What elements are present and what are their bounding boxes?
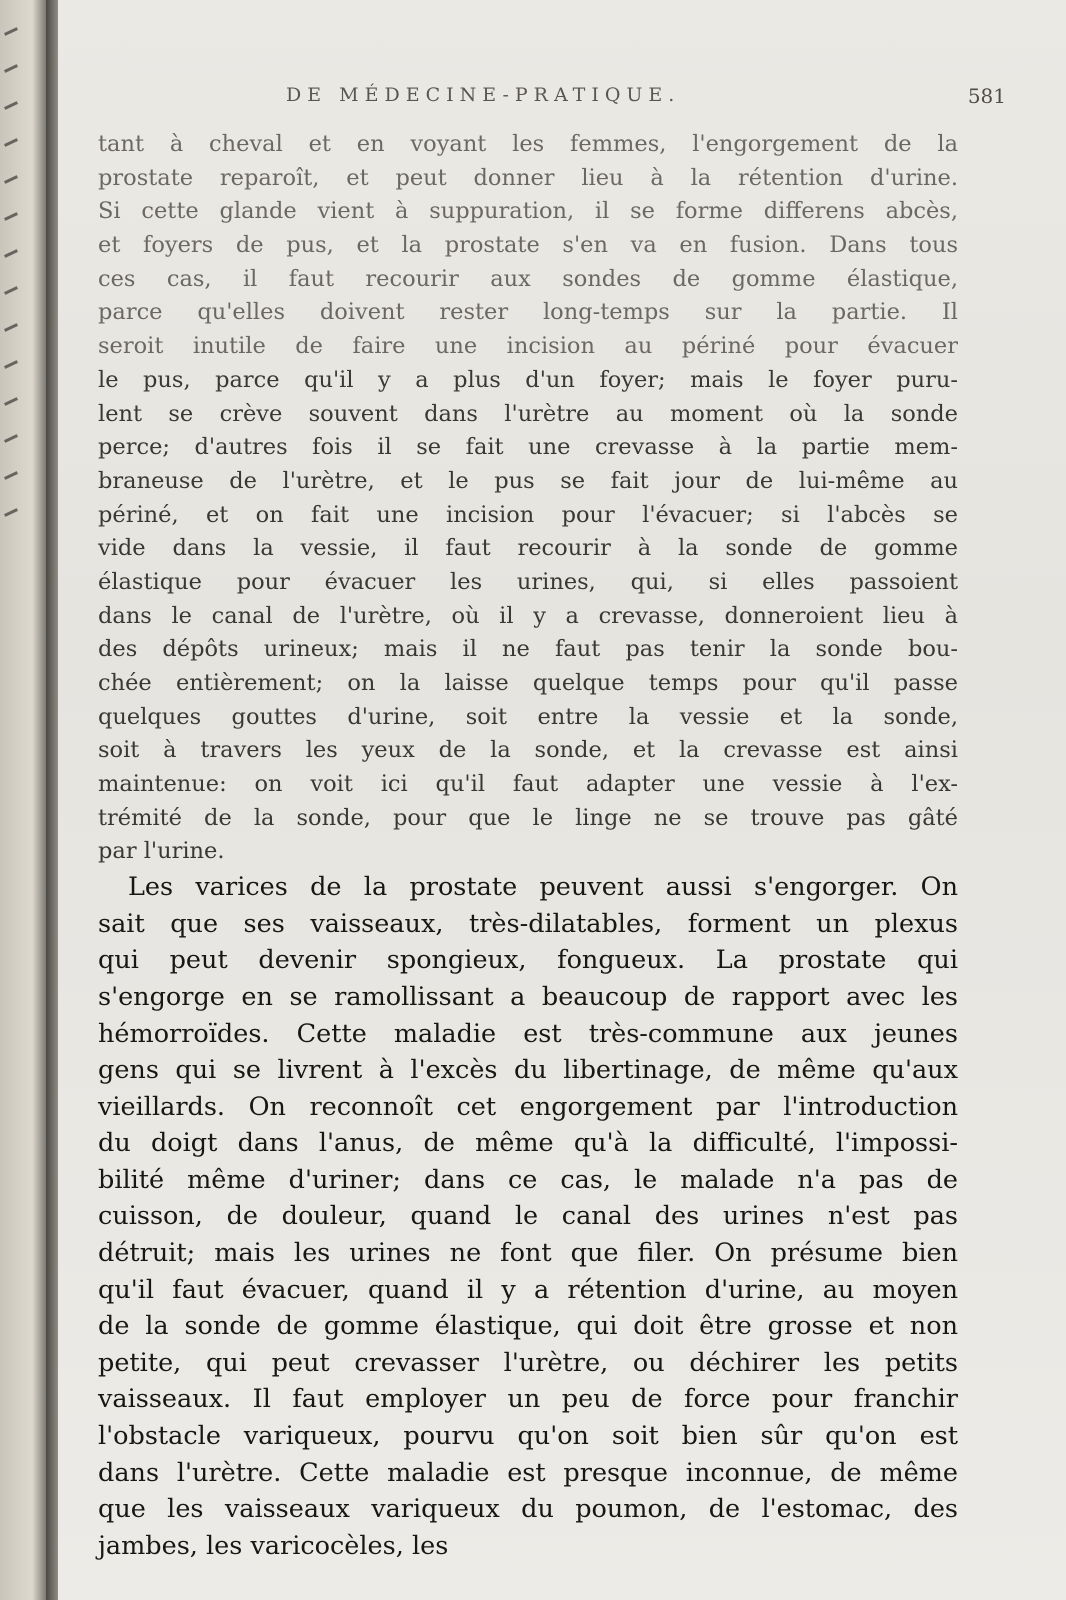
text-line: qu'il faut évacuer, quand il y a rétention d'urine, au moyen [98,1274,958,1305]
text-line: chée entièrement; on la laisse quelque temps pour qu'il passe [98,670,958,696]
text-line: hémorroïdes. Cette maladie est très-commune aux jeunes [98,1018,958,1049]
text-line: quelques gouttes d'urine, soit entre la vessie et la sonde, [98,703,958,730]
text-line: bilité même d'uriner; dans ce cas, le malade n'a pas de [98,1164,958,1195]
text-line: du doigt dans l'anus, de même qu'à la difficulté, l'impossi- [98,1128,958,1159]
text-line: lent se crève souvent dans l'urètre au moment où la sonde [98,400,958,427]
text-line: le pus, parce qu'il y a plus d'un foyer; mais le foyer puru- [98,366,958,393]
text-line: périné, et on fait une incision pour l'évacuer; si l'abcès se [98,501,958,528]
previous-page-print-marks [0,30,40,590]
paragraph-2 [98,869,958,1564]
text-line: par l'urine. [98,838,225,865]
previous-page-edge [0,0,46,1600]
text-line: dans le canal de l'urètre, où il y a crevasse, donneroient lieu à [98,602,958,629]
text-line: braneuse de l'urètre, et le pus se fait jour de lui-même au [98,467,958,494]
text-line: gens qui se livrent à l'excès du libertinage, de même qu'aux [98,1055,958,1086]
text-line: qui peut devenir spongieux, fongueux. La prostate qui [98,945,958,976]
text-line: et foyers de pus, et la prostate s'en va en fusion. Dans tous [98,232,958,259]
text-line: vieillards. On reconnoît cet engorgement par l'introduction [98,1091,958,1122]
text-line: seroit inutile de faire une incision au périné pour évacuer [98,333,958,360]
text-line: petite, qui peut crevasser l'urètre, ou déchirer les petits [98,1347,958,1378]
text-line: maintenue: on voit ici qu'il faut adapter une vessie à l'ex- [98,771,958,798]
text-line: vide dans la vessie, il faut recourir à la sonde de gomme [98,535,958,562]
text-line: de la sonde de gomme élastique, qui doit être grosse et non [98,1311,958,1342]
text-line: l'obstacle variqueux, pourvu qu'on soit bien sûr qu'on est [98,1421,958,1452]
page-number: 581 [967,84,1006,108]
text-line: dans l'urètre. Cette maladie est presque inconnue, de même [98,1457,958,1488]
text-line: perce; d'autres fois il se fait une crevasse à la partie mem- [98,434,958,461]
body-text [98,128,958,1564]
text-line: prostate reparoît, et peut donner lieu à la rétention d'urine. [98,164,958,191]
text-line: parce qu'elles doivent rester long-temps sur la partie. Il [98,299,958,326]
text-line: détruit; mais les urines ne font que filer. On présume bien [98,1238,958,1269]
paragraph-1 [98,128,958,869]
text-line: vaisseaux. Il faut employer un peu de force pour franchir [98,1384,958,1415]
page-header [58,84,1066,114]
text-line: trémité de la sonde, pour que le linge ne se trouve pas gâté [98,804,958,831]
text-line: élastique pour évacuer les urines, qui, si elles passoient [98,568,958,595]
text-line: Si cette glande vient à suppuration, il se forme differens abcès, [98,198,958,225]
text-line: que les vaisseaux variqueux du poumon, de l'estomac, des [98,1494,958,1525]
text-line: jambes, les varicocèles, les [98,1530,449,1561]
running-head: DE MÉDECINE-PRATIQUE. [286,84,681,106]
text-line: cuisson, de douleur, quand le canal des urines n'est pas [98,1201,958,1232]
text-line: soit à travers les yeux de la sonde, et la crevasse est ainsi [98,737,958,764]
text-line: Les varices de la prostate peuvent aussi s'engorger. On [128,872,958,903]
text-line: s'engorge en se ramollissant a beaucoup de rapport avec les [98,981,958,1012]
text-line: tant à cheval et en voyant les femmes, l'engorgement de la [98,131,958,157]
book-page [58,0,1066,1600]
text-line: ces cas, il faut recourir aux sondes de gomme élastique, [98,265,958,292]
text-line: des dépôts urineux; mais il ne faut pas tenir la sonde bou- [98,636,958,663]
text-line: sait que ses vaisseaux, très-dilatables, forment un plexus [98,908,958,939]
